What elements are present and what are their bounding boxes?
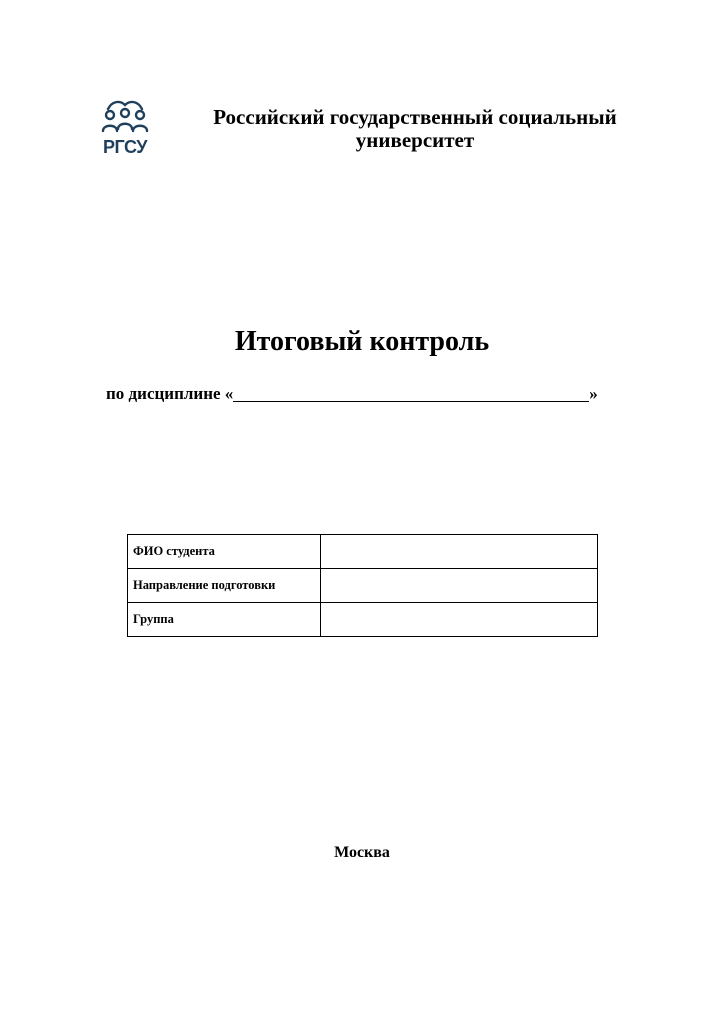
student-name-label: ФИО студента [128,535,321,569]
discipline-line [106,382,646,406]
discipline-blank-field[interactable] [233,383,589,402]
table-row [128,603,598,637]
student-name-field[interactable] [320,535,597,569]
table-row [128,569,598,603]
table-row [128,535,598,569]
document-title: Итоговый контроль [234,326,490,357]
group-label: Группа [128,603,321,637]
logo-text: РГСУ [103,137,147,157]
discipline-prefix: по дисциплине « [106,384,234,403]
study-direction-field[interactable] [320,569,597,603]
city-name: Москва [334,844,390,861]
discipline-suffix: » [589,384,598,403]
student-info-table [127,534,598,637]
study-direction-label: Направление подготовки [128,569,321,603]
group-field[interactable] [320,603,597,637]
university-logo [98,97,152,159]
people-group-icon [98,97,152,137]
university-name: Российский государственный социальный университет [213,105,617,152]
